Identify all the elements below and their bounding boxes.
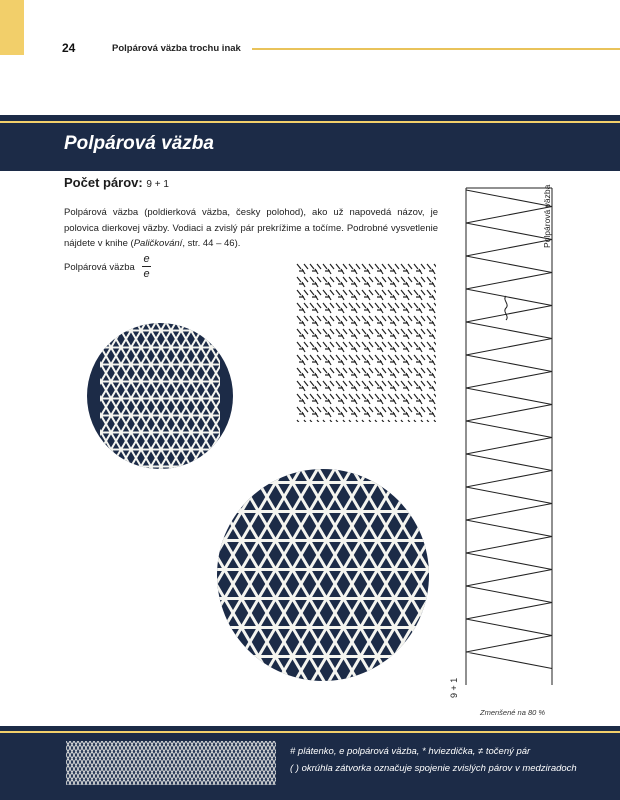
lace-photo-large <box>216 468 430 682</box>
legend-line-1: # plátenko, e polpárová väzba, * hviezdička, ≠ točený pár <box>290 746 531 757</box>
description-paragraph <box>64 205 438 252</box>
pattern-side-label: Polpárová väzba <box>542 184 552 248</box>
fraction-top: e <box>143 253 150 265</box>
formula-fraction <box>142 253 151 280</box>
description-text-1: Polpárová väzba (poldierková väzba, česky polohod), ako už napovedá názov, je polovica dierkovej väzby. Vodiaci a zvislý pár prekrížime a točíme. Podrobné vysvetlenie nájdete v knihe ( <box>64 207 438 249</box>
lace-strip-thumbnail <box>66 741 276 785</box>
pattern-pairs-count: 9 + 1 <box>449 677 459 698</box>
pairs-value: 9 + 1 <box>146 179 169 190</box>
header-rule <box>252 48 620 50</box>
fraction-bar <box>142 266 151 267</box>
scale-note: Zmenšené na 80 % <box>480 708 546 717</box>
lace-photo-small <box>86 322 234 470</box>
fraction-bottom: e <box>143 268 150 280</box>
legend-line-2: ( ) okrúhla zátvorka označuje spojenie zvislých párov v medziradoch <box>290 763 577 774</box>
running-title: Polpárová väzba trochu inak <box>112 43 241 54</box>
page-number: 24 <box>62 41 76 55</box>
page-tab-marker <box>0 0 24 55</box>
section-banner <box>0 115 620 171</box>
section-title: Polpárová väzba <box>64 133 214 154</box>
footer-band <box>0 726 620 800</box>
description-text-2: , str. 44 – 46). <box>182 238 241 249</box>
pricking-pattern <box>462 180 562 690</box>
pairs-label: Počet párov: <box>64 175 143 190</box>
footer-stripe <box>0 731 620 733</box>
pairs-count <box>64 175 169 190</box>
stitch-diagram <box>296 262 436 422</box>
turning-mark-icon <box>505 296 507 320</box>
banner-stripe <box>0 121 620 123</box>
formula-label: Polpárová väzba <box>64 262 135 273</box>
zigzag-line <box>466 190 552 669</box>
book-title: Paličkování <box>133 238 183 249</box>
